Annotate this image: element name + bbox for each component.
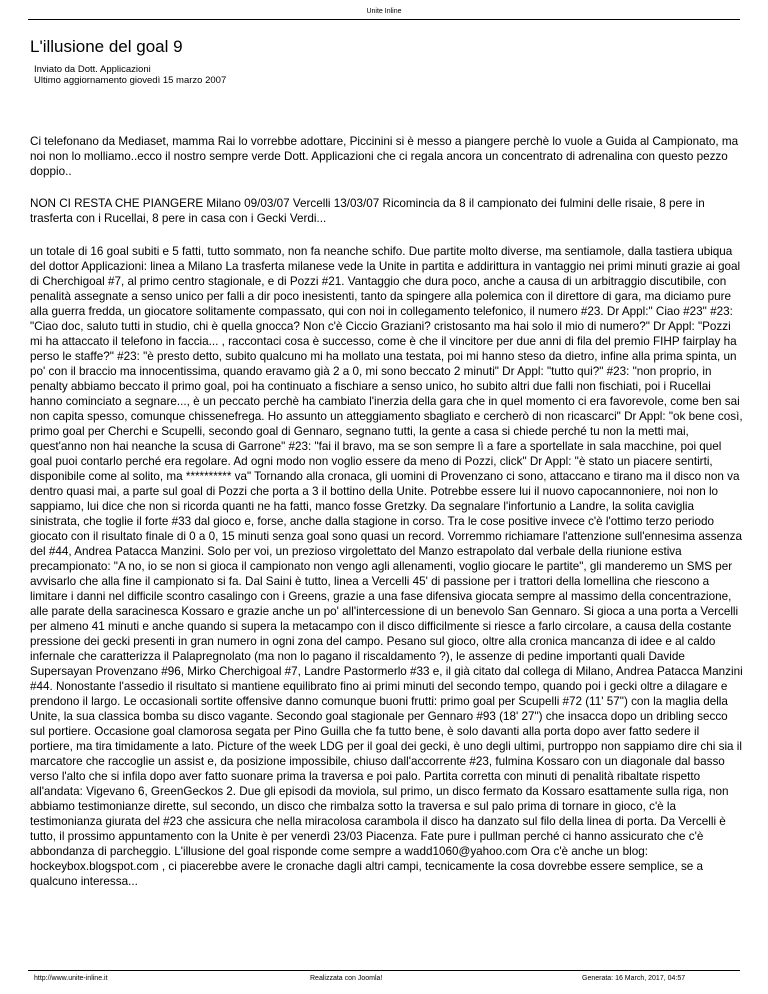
footer-divider [28, 970, 740, 971]
article-meta [34, 64, 226, 86]
updated-line: Ultimo aggiornamento giovedì 15 marzo 2007 [34, 75, 227, 86]
header-divider [28, 19, 740, 20]
footer-url[interactable]: http://www.unite-inline.it [34, 975, 108, 982]
article-body: un totale di 16 goal subiti e 5 fatti, tutto sommato, non fa neanche schifo. Due partite molto diverse, ma sentiamole, dalla tastiera ubiqua del dottor Applicazioni: linea a Milano La trasferta milanese vede la Unite in partita e addirittura in vantaggio nei primi minuti grazie ai goal di Cherchigoal #7, al primo centro stagionale, e di Pozzi #21. Vantaggio che dura poco, anche a causa di un arbitraggio discutibile, con penalità assegnate a senso unico per falli a dir poco inesistenti, tanto da spingere alla polemica con il direttore di gara, ma diciamo pure alla guerra fredda, un giocatore solitamente compassato, qui con noi in collegamento telefonico, il numero #23. Dr Appl:" Ciao #23" #23: "Ciao doc, saluto tutti in studio, chi è quella gnocca? Non c'è Ciccio Graziani? cristosanto ma hai solo il mio di numero?" Dr Appl: "Pozzi mi ha attaccato il telefono in faccia... , raccontaci cosa è successo, come è che il vincitore per due anni di fila del premio FIHP fairplay ha perso le staffe?" #23: "è presto detto, subito qualcuno mi ha mollato una testata, poi mi hanno steso da dietro, infine alla prima spinta, un po' con il braccio ma innocentissima, quando eravamo già 2 a 0, mi sono beccato 2 minuti" Dr Appl: "tutto qui?" #23: "non proprio, in penalty abbiamo beccato il primo goal, poi ha continuato a fischiare a senso unico, ho subito altri due falli non fischiati, poi i Rucellai hanno cominciato a segnare..., è un peccato perchè ha cambiato l'inerzia della gara che in quel momento ci era favorevole, come ben sai non capita spesso, comunque chissenefrega. Ho assunto un atteggiamento sbagliato e cercherò di non ricascarci" Dr Appl: "ok bene così, primo goal per Cherchi e Scupelli, secondo goal di Gennaro, segnano tutti, la gente a casa si chiede perché tu non la metti mai, quest'anno non hai neanche la scusa di Garrone" #23: "fai il bravo, ma se son sempre lì a fare a sportellate in sala macchine, poi quel goal puoi contarlo perché era regolare. Ad ogni modo non voglio essere da meno di Pozzi, click" Dr Appl: "è stato un piacere sentirti, disponibile come al solito, ma ********** va" Tornando alla cronaca, gli uomini di Provenzano ci sono, attaccano e tirano ma il disco non va dentro quasi mai, a parte sul goal di Pozzi che porta a 3 il bottino della Unite. Potrebbe essere lui il nuovo capocannoniere, noi non lo sappiamo, lui dice che non si ricorda quanti ne ha fatti, manco fosse Gretzky. Da segnalare l'infortunio a Landre, la solita caviglia sinistrata, che toglie il forte #33 dal gioco e, forse, anche dalla stagione in corso. Tra le cose positive invece c'è l'ottimo terzo periodo giocato con il risultato finale di 0 a 0, 15 minuti senza goal sono quasi un record. Vorremmo richiamare l'attenzione sull'ennesima assenza del #44, Andrea Patacca Manzini. Solo per voi, un prezioso virgolettato del Manzo estrapolato dal verbale della riunione estiva precampionato: "A no, io se non si gioca il campionato non vengo agli allenamenti, voglio giocare le partite", gli manderemo un SMS per avvisarlo che alla fine il campionato si fa. Dal Saini è tutto, linea a Vercelli 45' di passione per i trattori della lomellina che riescono a limitare i danni nel difficile scontro casalingo con i Greens, grazie a una fase difensiva giocata sempre al massimo della concentrazione, alle parate della saracinesca Kossaro e grazie anche un po' all'intercessione di un benevolo San Gennaro. Si gioca a una porta a Vercelli per almeno 41 minuti e anche quando si supera la metacampo con il disco difficilmente si riesce a farlo circolare, a causa della costante pressione dei gecki presenti in gran numero in ogni zona del campo. Pesano sul gioco, oltre alla cronica mancanza di idee e al caldo infernale che caratterizza il Palapregnolato (ma non lo pagano il riscaldamento ?), le assenze di pedine importanti quali Davide Supersayan Provenzano #96, Mirko Cherchigoal #7, Landre Pastormerlo #33 e, il già citato dal collega di Milano, Andrea Patacca Manzini #44. Nonostante l'assedio il risultato si mantiene equilibrato fino ai primi minuti del secondo tempo, quando poi i gecki oltre a dilagare e prendono il largo. Le occasionali sortite offensive danno comunque buoni frutti: primo goal per Scupelli #72 (11' 57") con la maglia della Unite, la sua classica bomba su disco vagante. Secondo goal stagionale per Gennaro #93 (18' 27") che insacca dopo un dribling secco sul portiere. Occasione goal clamorosa segata per Pino Guilla che fa tutto bene, è solo davanti alla porta dopo aver fatto sedere il portiere, ma tira timidamente a lato. Picture of the week LDG per il goal dei gecki, è uno degli ultimi, purtroppo non sappiamo dire chi sia il marcatore che raccoglie un assist e, da posizione impossibile, chiuso dall'accorrente #23, fulmina Kossaro con un diagonale dal basso verso l'alto che si infila dopo aver fatto suonare prima la traversa e poi palo. Partita corretta con minuti di penalità ribaltate rispetto all'andata: Vigevano 6, GreenGeckos 2. Due gli episodi da moviola, sul primo, un disco fermato da Kossaro esattamente sulla riga, non abbiamo testimonianze dirette, sul secondo, un disco che rimbalza sotto la traversa e sul palo prima di tornare in gioco, c'è la testimonianza giurata del #23 che assicura che nella miracolosa carambola il disco ha danzato sul filo della linea di porta. Da Vercelli è tutto, il prossimo appuntamento con la Unite è per venerdì 23/03 Piacenza. Fate pure i pullman perché ci hanno assicurato che c'è abbondanza di parcheggio. L'illusione del goal risponde come sempre a wadd1060@yahoo.com Ora c'è anche un blog: hockeybox.blogspot.com , ci piacerebbe avere le cronache dagli altri campi, tecnicamente la cosa dovrebbe essere semplice, se a qualcuno interessa... [30, 245, 743, 888]
article-intro: Ci telefonano da Mediaset, mamma Rai lo vorrebbe adottare, Piccinini si è messo a piangere perchè lo vuole a Guida al Campionato, ma noi non lo molliamo..ecco il nostro sempre verde Dott. Applicazioni che ci regala ancora un concentrato di adrenalina con questo pezzo doppio.. [30, 135, 739, 178]
author-line: Inviato da Dott. Applicazioni [34, 64, 151, 75]
article-headline-paragraph: NON CI RESTA CHE PIANGERE Milano 09/03/07 Vercelli 13/03/07 Ricomincia da 8 il campionato dei fulmini delle risaie, 8 pere in trasferta con i Rucellai, 8 pere in casa con i Gecki Verdi... [30, 197, 705, 225]
article-title: L'illusione del goal 9 [30, 37, 183, 56]
footer-generated: Generata: 16 March, 2017, 04:57 [582, 975, 686, 982]
footer-credit: Realizzata con Joomla! [310, 975, 383, 982]
site-name: Unite Inline [366, 8, 402, 15]
